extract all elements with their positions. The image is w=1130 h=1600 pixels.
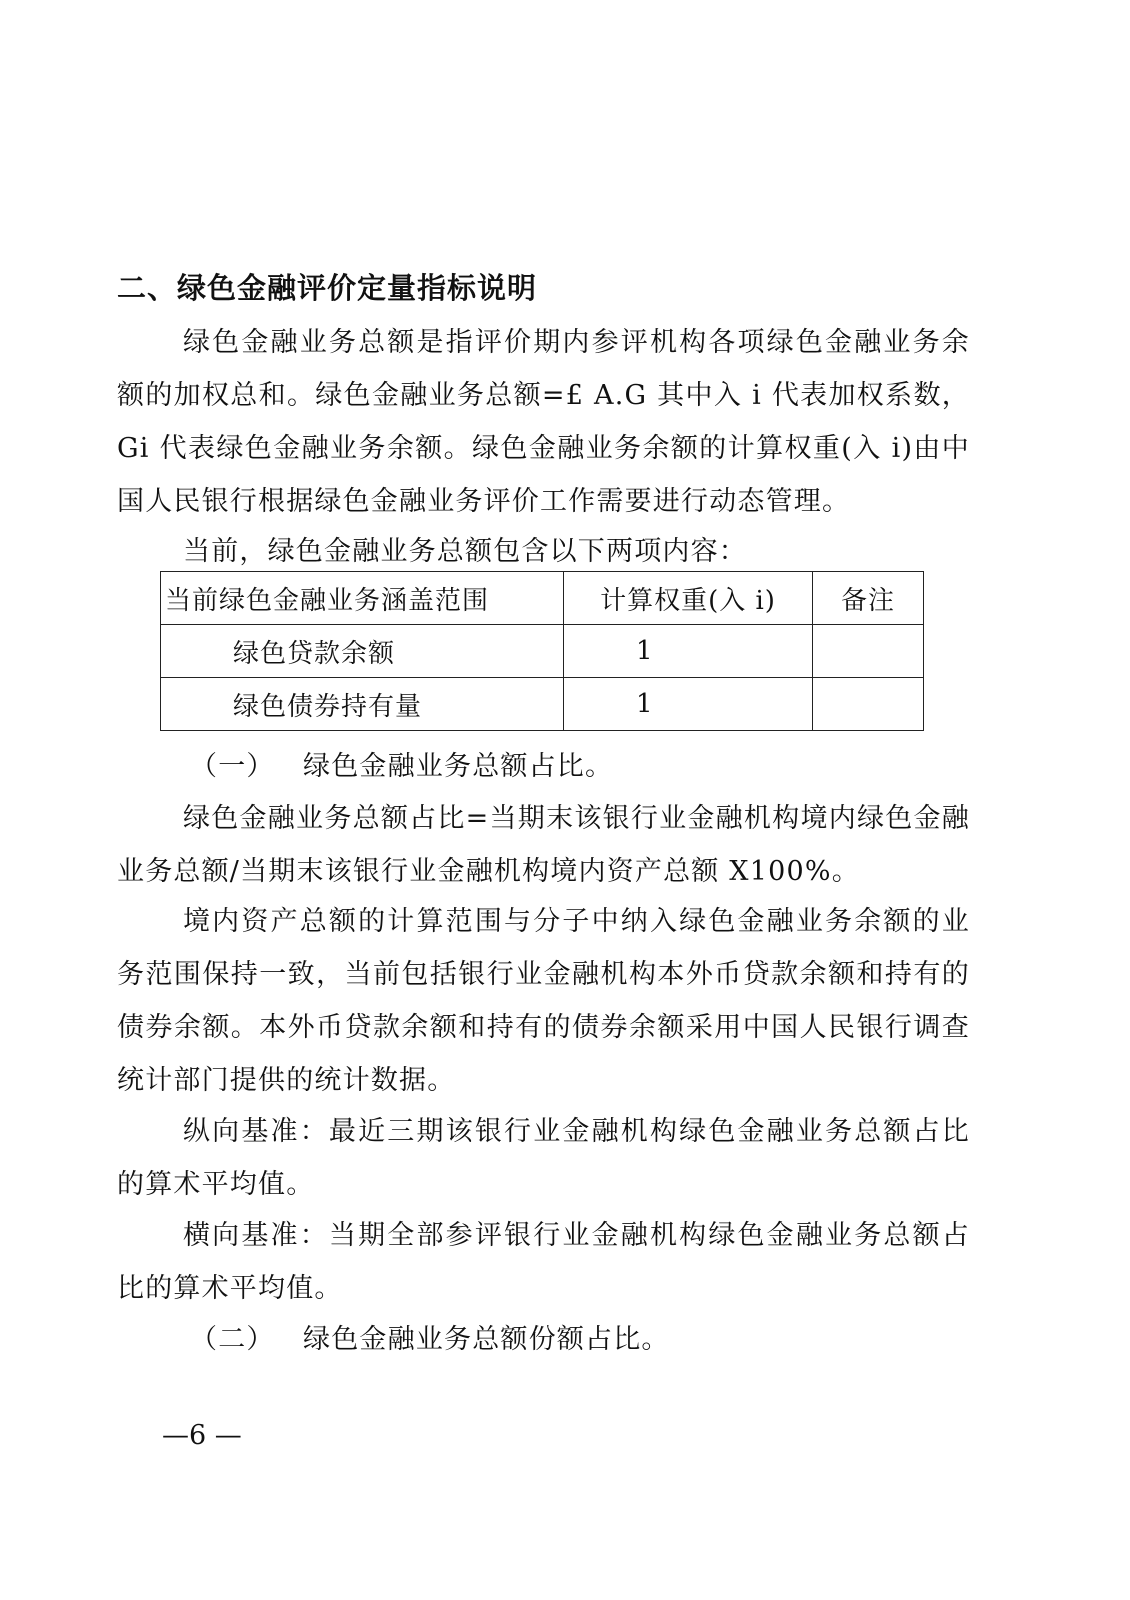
page-number: —6 — xyxy=(162,1420,242,1451)
section-heading: 二、绿色金融评价定量指标说明 xyxy=(117,271,538,305)
paragraph-contents-intro: 当前，绿色金融业务总额包含以下两项内容： xyxy=(183,536,747,567)
subsection-title: 绿色金融业务总额份额占比。 xyxy=(303,1324,670,1355)
table-cell-scope: 绿色债券持有量 xyxy=(161,678,564,731)
table-header-scope: 当前绿色金融业务涵盖范围 xyxy=(161,572,564,625)
paragraph-vertical-benchmark: 纵向基准：最近三期该银行业金融机构绿色金融业务总额占比的算术平均值。 xyxy=(117,1116,970,1200)
table-header-row xyxy=(161,572,924,625)
table-row xyxy=(161,678,924,731)
table-cell-weight: 1 xyxy=(564,678,813,731)
table-cell-scope: 绿色贷款余额 xyxy=(161,625,564,678)
subsection-number: （二） xyxy=(190,1324,275,1355)
table-cell-remark xyxy=(813,678,924,731)
table-header-weight: 计算权重(入 i) xyxy=(564,572,813,625)
table-cell-weight: 1 xyxy=(564,625,813,678)
subsection-title: 绿色金融业务总额占比。 xyxy=(303,751,614,782)
table-row xyxy=(161,625,924,678)
paragraph-ratio-formula: 绿色金融业务总额占比=当期末该银行业金融机构境内绿色金融业务总额/当期末该银行业金融机构境内资产总额 X100%。 xyxy=(117,803,970,887)
subsection-heading-1 xyxy=(190,740,613,793)
paragraph-definition: 绿色金融业务总额是指评价期内参评机构各项绿色金融业务余额的加权总和。绿色金融业务总额=£ A.G 其中入 i 代表加权系数，Gi 代表绿色金融业务余额。绿色金融业务余额的计算权重(入 i)由中国人民银行根据绿色金融业务评价工作需要进行动态管理。 xyxy=(117,327,970,517)
subsection-number: （一） xyxy=(190,751,275,782)
paragraph-horizontal-benchmark: 横向基准：当期全部参评银行业金融机构绿色金融业务总额占比的算术平均值。 xyxy=(117,1220,970,1304)
table-cell-remark xyxy=(813,625,924,678)
paragraph-asset-scope: 境内资产总额的计算范围与分子中纳入绿色金融业务余额的业务范围保持一致，当前包括银行业金融机构本外币贷款余额和持有的债券余额。本外币贷款余额和持有的债券余额采用中国人民银行调查统计部门提供的统计数据。 xyxy=(117,906,970,1096)
subsection-heading-2 xyxy=(190,1313,670,1366)
weight-table xyxy=(160,571,924,731)
table-header-remark: 备注 xyxy=(813,572,924,625)
